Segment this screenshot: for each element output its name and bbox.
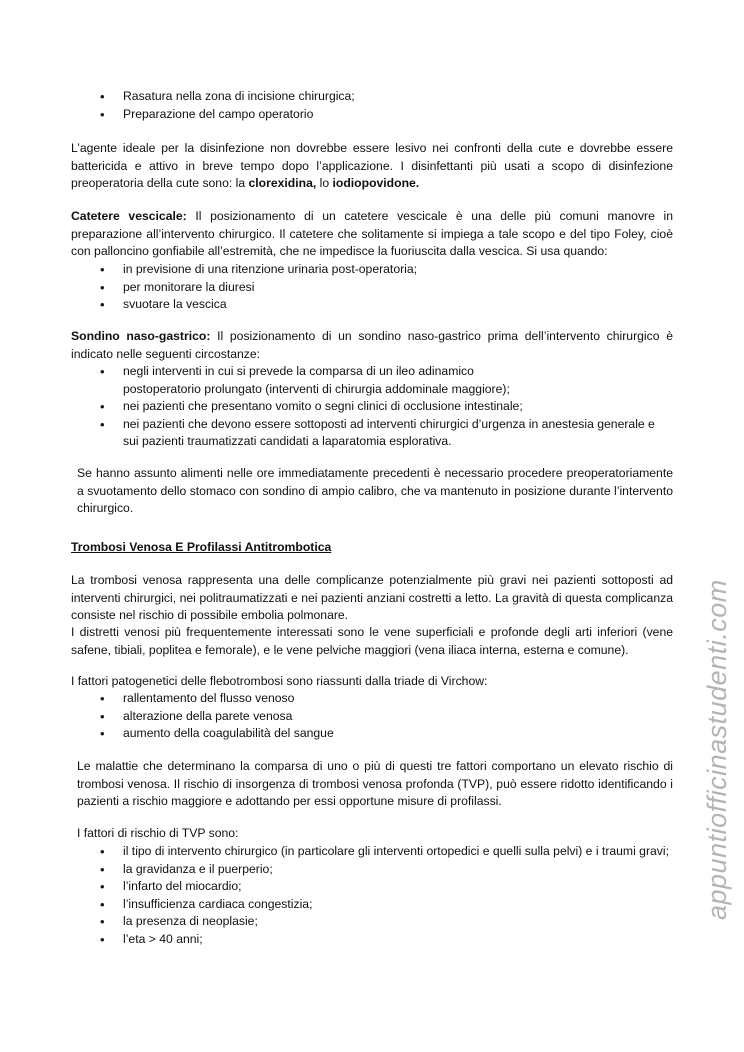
nasogastric-text: Il posizionamento di un sondino naso-gastrico prima dell’intervento chirurgico è indicato nelle seguenti circostanze: xyxy=(71,329,673,361)
nasogastric-followup: Se hanno assunto alimenti nelle ore immediatamente precedenti è necessario procedere preoperatoriamente a svuotamento dello stomaco con sondino di ampio calibro, che va mantenuto in posizione durante l’intervento chirurgico. xyxy=(77,466,673,515)
watermark-text: appuntiofficinastudenti.com xyxy=(702,579,732,920)
disinfection-mid: lo xyxy=(316,176,333,190)
thrombosis-districts: I distretti venosi più frequentemente interessati sono le vene superficiali e profonde degli arti inferiori (vene safene, tibiali, poplitea e femorale), e le vene pelviche maggiori (vena iliaca interna, esterna e comune). xyxy=(71,625,673,657)
catheter-term: Catetere vescicale: xyxy=(71,209,187,223)
list-item: • Preparazione del campo operatorio xyxy=(100,106,660,124)
catheter-paragraph xyxy=(71,208,673,261)
list-item: • svuotare la vescica xyxy=(100,296,660,314)
list-item: • nei pazienti che presentano vomito o segni clinici di occlusione intestinale; xyxy=(100,398,673,416)
list-item: • in previsione di una ritenzione urinaria post-operatoria; xyxy=(100,261,660,279)
risk-intro: I fattori di rischio di TVP sono: xyxy=(77,826,239,840)
list-item: • l’eta > 40 anni; xyxy=(100,931,673,949)
list-item: • per monitorare la diuresi xyxy=(100,279,660,297)
risk-bullet-list xyxy=(100,843,673,948)
list-item: • il tipo di intervento chirurgico (in particolare gli interventi ortopedici e quelli sulla pelvi) e i traumi gravi; xyxy=(100,843,673,861)
list-item: • alterazione della parete venosa xyxy=(100,708,660,726)
top-bullet-list xyxy=(100,88,660,123)
list-item: • rallentamento del flusso venoso xyxy=(100,690,660,708)
list-item: • l’infarto del miocardio; xyxy=(100,878,673,896)
catheter-text: Il posizionamento di un catetere vescicale è una delle più comuni manovre in preparazione all’intervento chirurgico. Il catetere che solitamente si impiega a tale scopo e del tipo Foley, cioè con palloncino gonfiabile all’estremità, che ne impedisce la fuoriuscita dalla vescica. Si usa quando: xyxy=(71,209,674,258)
nasogastric-term: Sondino naso-gastrico: xyxy=(71,329,211,343)
catheter-bullet-list xyxy=(100,261,660,314)
list-item: • la presenza di neoplasie; xyxy=(100,913,673,931)
list-item: • l’insufficienza cardiaca congestizia; xyxy=(100,896,673,914)
disinfection-text: L’agente ideale per la disinfezione non dovrebbe essere lesivo nei confronti della cute e dovrebbe essere battericida e attivo in breve tempo dopo l’applicazione. I disinfettanti più usati a scopo di disinfezione preoperatoria della cute sono: la xyxy=(71,141,673,190)
list-item: • nei pazienti che devono essere sottoposti ad interventi chirurgici d’urgenza in anestesia generale e sui pazienti traumatizzati candidati a laparatomia esplorativa. xyxy=(100,416,673,451)
list-item: • negli interventi in cui si prevede la comparsa di un ileo adinamico postoperatorio prolungato (interventi di chirurgia addominale maggiore); xyxy=(100,363,673,398)
term-iodiopovidone: iodiopovidone. xyxy=(332,176,420,190)
virchow-intro: I fattori patogenetici delle flebotrombosi sono riassunti dalla triade di Virchow: xyxy=(71,674,488,688)
term-clorexidina: clorexidina, xyxy=(248,176,317,190)
nasogastric-bullet-list xyxy=(100,363,673,451)
disinfection-paragraph xyxy=(71,140,673,193)
section-heading: Trombosi Venosa E Profilassi Antitrombotica xyxy=(71,540,332,554)
list-item: • aumento della coagulabilità del sangue xyxy=(100,725,660,743)
diseases-paragraph: Le malattie che determinano la comparsa di uno o più di questi tre fattori comportano un elevato rischio di trombosi venosa. Il rischio di insorgenza di trombosi venosa profonda (TVP), può essere ridotto identificando i pazienti a rischio maggiore e adottando per essi opportune misure di profilassi. xyxy=(77,759,673,808)
list-item: • Rasatura nella zona di incisione chirurgica; xyxy=(100,88,660,106)
virchow-bullet-list xyxy=(100,690,660,743)
list-item: • la gravidanza e il puerperio; xyxy=(100,861,673,879)
thrombosis-intro: La trombosi venosa rappresenta una delle complicanze potenzialmente più gravi nei pazienti sottoposti ad interventi chirurgici, nei politraumatizzati e nei pazienti anziani costretti a letto. La gravità di questa complicanza consiste nel rischio di possibile embolia polmonare. xyxy=(71,573,673,622)
nasogastric-paragraph xyxy=(71,328,673,363)
